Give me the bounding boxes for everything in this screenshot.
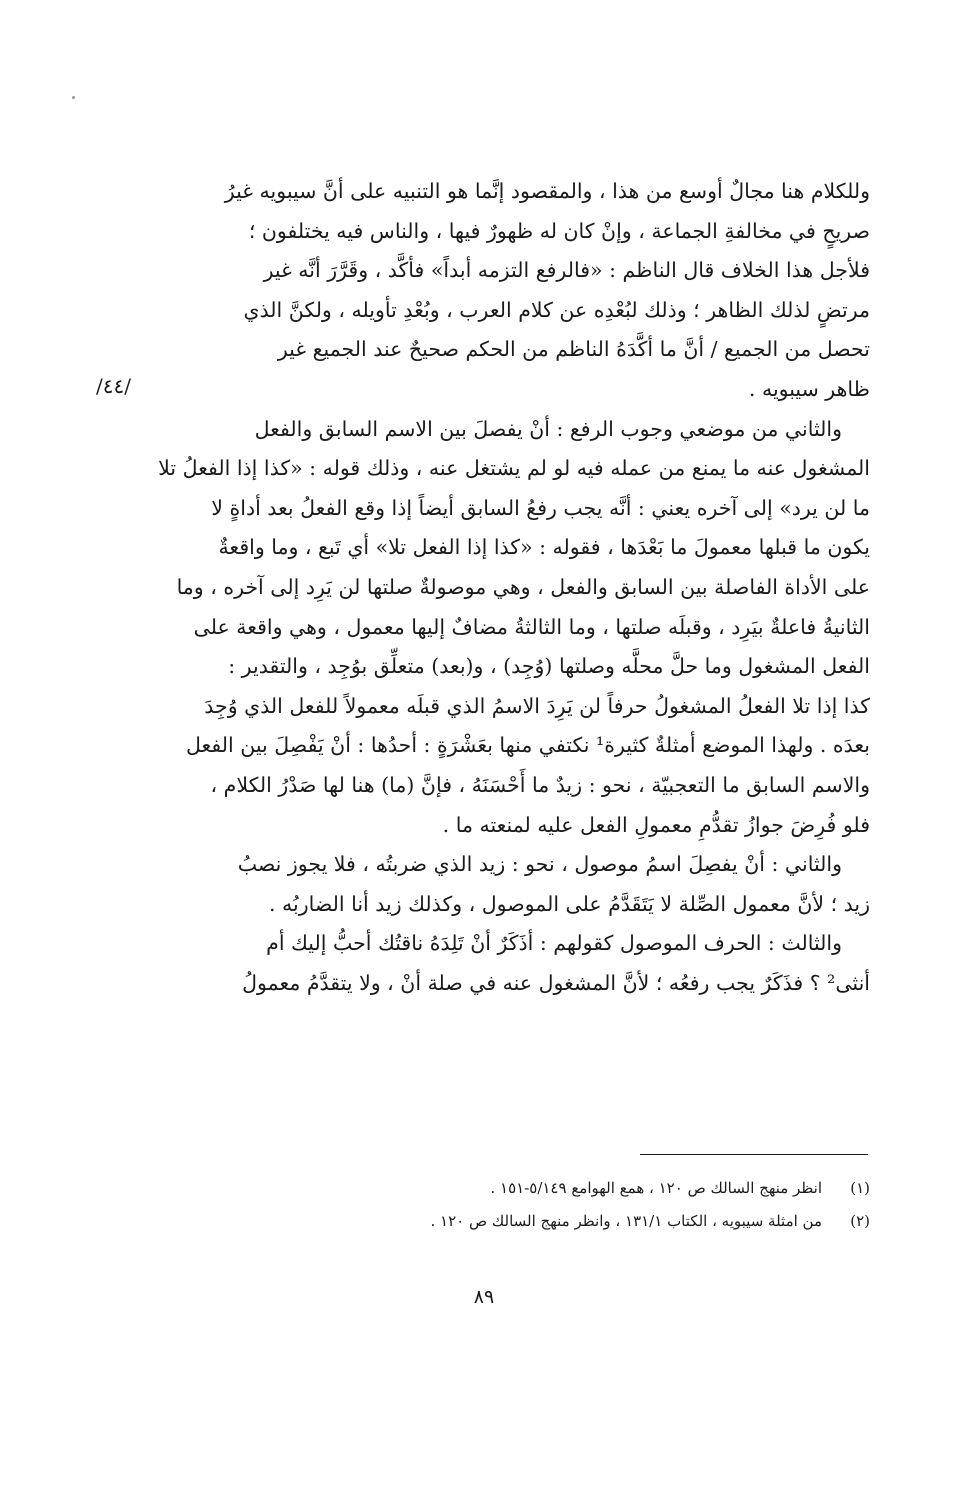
text-line: المشغول عنه ما يمنع من عمله فيه لو لم يشتغل عنه ، وذلك قوله : «كذا إذا الفعلُ تلا: [158, 456, 870, 481]
paragraph-3: [150, 845, 870, 924]
footnote-text: انظر منهج السالك ص ١٢٠ ، همع الهوامع ٥/١٤٩-١٥١ .: [490, 1179, 822, 1197]
main-text: [150, 172, 870, 1003]
footnote-1: [150, 1172, 870, 1205]
footnote-2: [150, 1205, 870, 1238]
text-line: الثانيةُ فاعلةٌ بيَرِد ، وقبلَه صلتها ، وما الثالثةُ مضافٌ إليها معمول ، وهي واقعة على: [193, 614, 870, 639]
text-line: أنثى² ؟ فذَكَرٌ يجب رفعُه ؛ لأنَّ المشغول عنه في صلة أنْ ، ولا يتقدَّمُ معمولُ: [242, 970, 870, 995]
footnote-number: (٢): [850, 1212, 870, 1230]
footnote-number: (١): [850, 1179, 870, 1197]
text-line: ظاهر سيبويه .: [748, 376, 870, 401]
text-line: كذا إذا تلا الفعلُ المشغولُ حرفاً لن يَرِدَ الاسمُ الذي قبلَه معمولاً للفعل الذي وُجِدَ: [204, 693, 870, 718]
scan-speck: [72, 96, 75, 99]
paragraph-1: [150, 172, 870, 410]
text-line: تحصل من الجميع / أنَّ ما أكَّدَهُ الناظم من الحكم صحيحٌ عند الجميع غير: [277, 337, 870, 362]
paragraph-2: [150, 410, 870, 846]
footnote-text: من امثلة سيبويه ، الكتاب ١٣١/١ ، وانظر منهج السالك ص ١٢٠ .: [430, 1212, 822, 1230]
text-line: ما لن يرد» إلى آخره يعني : أنَّه يجب رفعُ السابق أيضاً إذا وقع الفعلُ بعد أداةٍ لا: [211, 495, 870, 520]
page-number: ٨٩: [473, 1286, 495, 1308]
text-line: والاسم السابق ما التعجبيّة ، نحو : زيدٌ ما أَحْسَنَهُ ، فإنَّ (ما) هنا لها صَدْرُ الكلام ،: [210, 772, 870, 797]
text-line: يكون ما قبلها معمولَ ما بَعْدَها ، فقوله : «كذا إذا الفعل تلا» أي تَبع ، وما واقعةٌ: [218, 535, 870, 560]
text-line: والثاني : أنْ يفصِلَ اسمُ موصول ، نحو : زيد الذي ضربتُه ، فلا يجوز نصبُ: [237, 852, 842, 877]
paragraph-4: [150, 924, 870, 1003]
text-line: الفعل المشغول وما حلَّ محلَّه وصلتها (وُجِد) ، و(بعد) متعلِّق بوُجِد ، والتقدير :: [228, 654, 870, 679]
text-line: فلو فُرِضَ جوازُ تقدُّمِ معمولِ الفعل عليه لمنعته ما .: [442, 812, 870, 837]
text-line: زيد ؛ لأنَّ معمول الصِّلة لا يَتَقَدَّمُ على الموصول ، وكذلك زيد أنا الضاربُه .: [269, 891, 870, 916]
text-line: صريحٍ في مخالفةِ الجماعة ، وإنْ كان له ظهورٌ فيها ، والناس فيه يختلفون ؛: [248, 218, 870, 243]
footnotes: [150, 1172, 870, 1238]
text-line: فلأجل هذا الخلاف قال الناظم : «فالرفع التزمه أبداً» فأكَّد ، وقَرَّرَ أنَّه غير: [263, 258, 870, 283]
text-line: وللكلام هنا مجالٌ أوسع من هذا ، والمقصود إنَّما هو التنبيه على أنَّ سيبويه غيرُ: [224, 179, 870, 203]
text-line: والثاني من موضعي وجوب الرفع : أنْ يفصلَ بين الاسم السابق والفعل: [254, 416, 842, 441]
text-line: على الأداة الفاصلة بين السابق والفعل ، وهي موصولةٌ صلتها لن يَرِد إلى آخره ، وما: [176, 574, 870, 599]
text-line: بعدَه . ولهذا الموضع أمثلةٌ كثيرة¹ نكتفي منها بعَشْرَةٍ : أحدُها : أنْ يَفْصِلَ بين الفعل: [186, 733, 870, 758]
manuscript-folio-reference: /٤٤/: [96, 374, 131, 398]
footnote-separator: [640, 1154, 868, 1155]
text-line: مرتضٍ لذلك الظاهر ؛ وذلك لبُعْدِه عن كلام العرب ، وبُعْدِ تأويله ، ولكنَّ الذي: [243, 297, 870, 322]
text-line: والثالث : الحرف الموصول كقولهم : أذَكَرٌ أنْ تَلِدَهُ ناقتُك أحبُّ إليك أم: [266, 931, 842, 956]
